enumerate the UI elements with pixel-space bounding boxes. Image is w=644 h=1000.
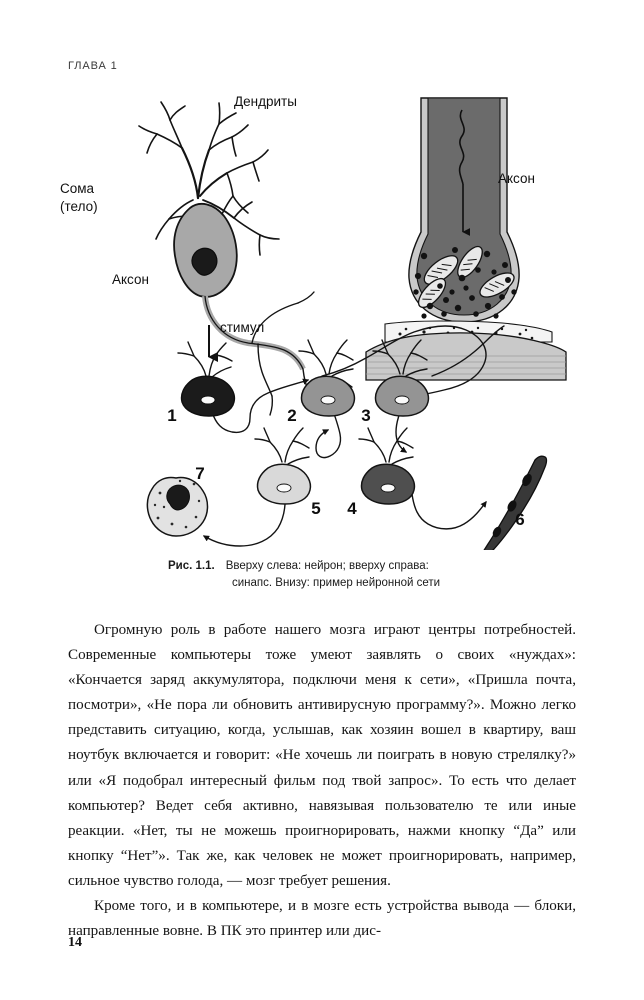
figure-1-1-graphic [0, 80, 644, 550]
network-number-6: 6 [515, 510, 525, 529]
label-dendrites-text: Дендриты [234, 94, 297, 109]
page-number: 14 [68, 935, 82, 950]
network-number-5: 5 [311, 499, 321, 518]
synapse-illustration [366, 98, 566, 380]
network-number-3: 3 [361, 406, 371, 425]
network-neuron-1 [167, 342, 234, 425]
network-number-7: 7 [195, 464, 205, 483]
network-neuron-4 [347, 428, 414, 518]
neural-network-illustration [147, 320, 546, 550]
figure-caption [168, 558, 528, 591]
network-neuron-5 [255, 428, 321, 518]
figure-caption-number: Рис. 1.1. [168, 560, 215, 572]
figure-1-1 [0, 80, 644, 550]
network-neuron-2 [287, 340, 354, 425]
label-stimulus: стимул [220, 320, 265, 335]
label-axon-right: Аксон [498, 171, 535, 186]
network-number-2: 2 [287, 406, 297, 425]
network-fiber-6 [476, 456, 547, 550]
figure-caption-line2: синапс. Внизу: пример нейронной сети [232, 576, 441, 589]
figure-caption-line1: Вверху слева: нейрон; вверху справа: [225, 560, 429, 572]
body-paragraph-1: Огромную роль в работе нашего мозга играют центры потребностей. Современные компьютеры тоже умеют заявлять о своих «нуждах»: «Кончается заряд аккумулятора, подключи меня к сети», «Пришла почта, посмотри», «Не пора ли обновить антивирусную программу?». Можно легко представить ситуацию, когда, услышав, как хозяин вошел в квартиру, ваш ноутбук включается и говорит: «Не хочешь ли поиграть в новую стрелялку?» или «Я подобрал интересный фильм под твой запрос». То есть что делает компьютер? Ведет себя активно, навязывая пользователю те или иные реакции. «Нет, ты не можешь проигнорировать, нажми кнопку “Да” или кнопку “Нет”». Так же, как человек не может проигнорировать, например, сильное чувство голода, — мозг требует решения. [68, 622, 576, 889]
network-cell-7 [147, 464, 207, 536]
body-text [68, 618, 576, 944]
body-paragraph-2: Кроме того, и в компьютере, и в мозге есть устройства вывода — блоки, направленные вовне. В ПК это принтер или дис- [68, 898, 576, 940]
network-number-4: 4 [347, 499, 357, 518]
label-soma-line2: (тело) [60, 199, 98, 214]
label-axon-left: Аксон [112, 272, 149, 287]
running-head-chapter: ГЛАВА 1 [68, 60, 118, 72]
neuron-illustration [60, 94, 314, 415]
network-number-1: 1 [167, 406, 177, 425]
label-soma-line1: Сома [60, 181, 95, 196]
